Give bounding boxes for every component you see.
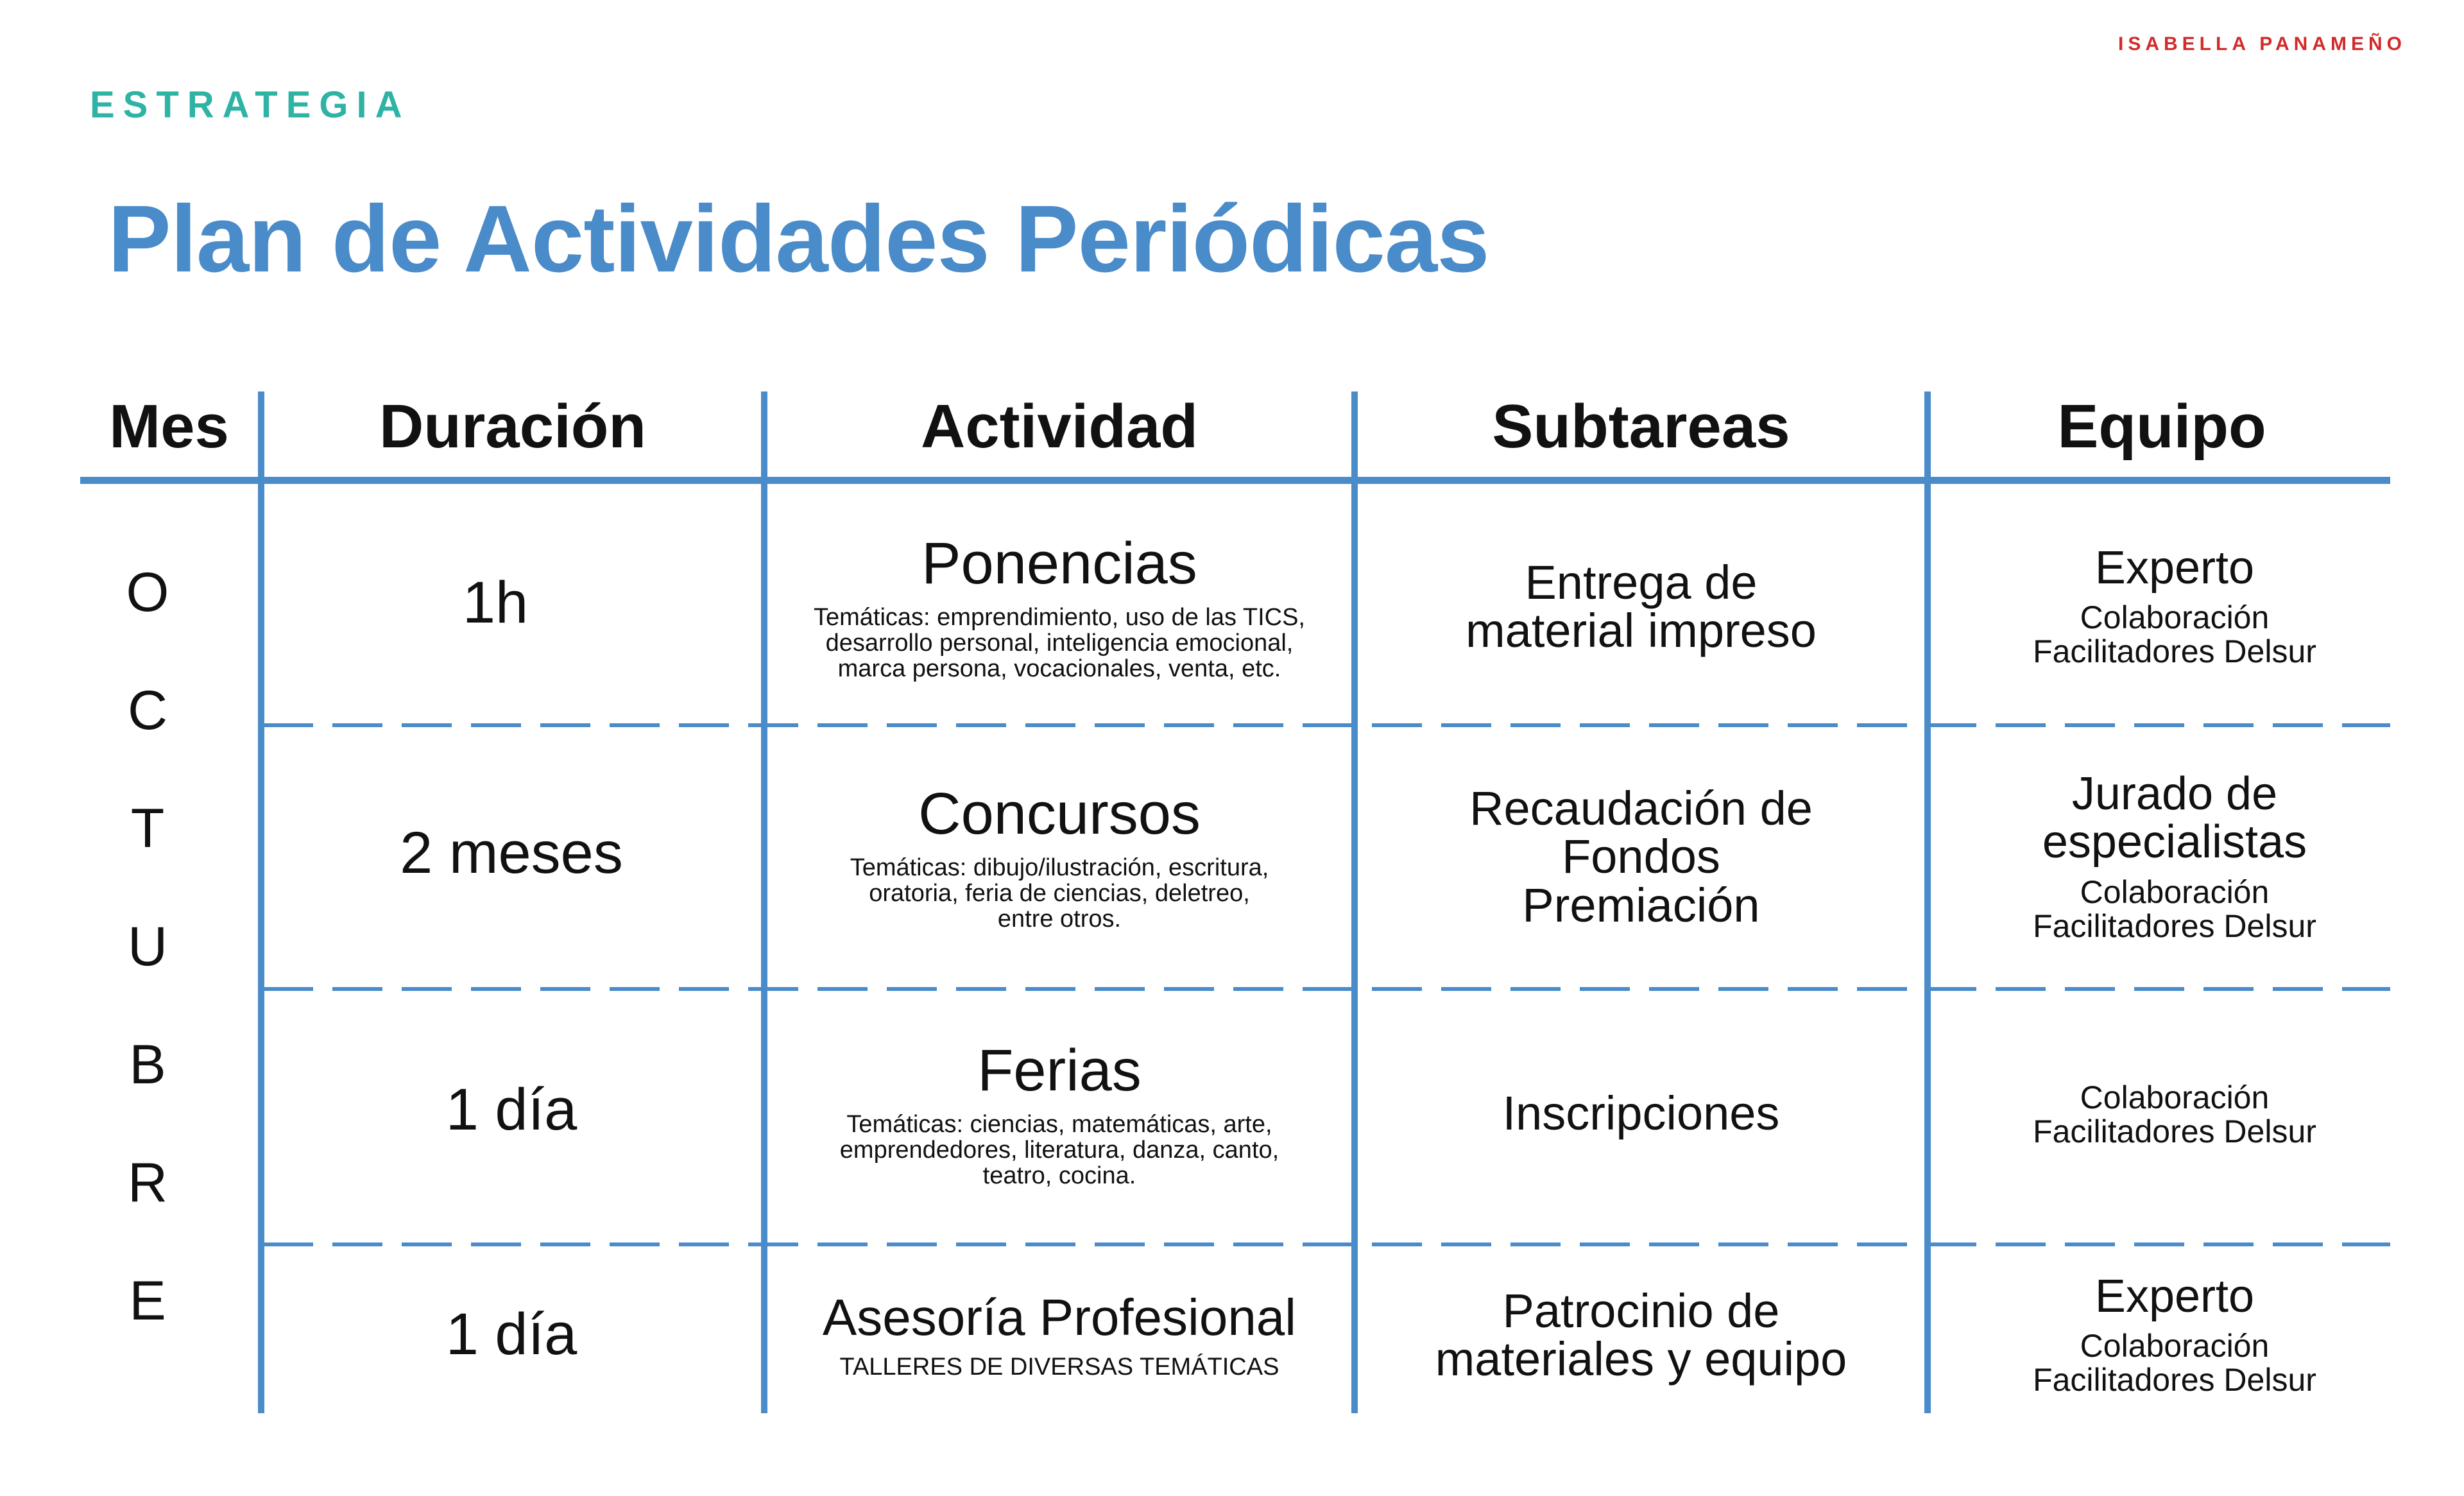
subtasks-cell: Recaudación de Fondos Premiación	[1469, 781, 1813, 932]
activity-description: TALLERES DE DIVERSAS TEMÁTICAS	[839, 1354, 1279, 1381]
header-duracion: Duración	[379, 392, 647, 461]
column-divider	[1351, 391, 1358, 1413]
team-collaboration: Colaboración Facilitadores Delsur	[2033, 599, 2316, 670]
header-divider	[80, 477, 2390, 484]
team-role: Experto	[2094, 1270, 2255, 1322]
month-letter: C	[127, 680, 168, 741]
activity-description: Temáticas: emprendimiento, uso de las TICS, desarrollo personal, inteligencia emocional, marca persona, vocacionales, venta, etc.	[814, 603, 1305, 682]
activity-description: Temáticas: ciencias, matemáticas, arte, emprendedores, literatura, danza, canto, teatro, cocina.	[839, 1110, 1279, 1189]
row-divider	[263, 987, 2390, 991]
column-divider	[1924, 391, 1931, 1413]
column-divider	[258, 391, 264, 1413]
team-role: Jurado de especialistas	[2042, 768, 2307, 868]
team-collaboration: Colaboración Facilitadores Delsur	[2033, 873, 2316, 944]
activity-cell	[767, 507, 1351, 706]
team-role: Experto	[2094, 542, 2255, 594]
month-letter: B	[129, 1034, 166, 1096]
duration-cell: 2 meses	[400, 820, 623, 886]
activity-name: Concursos	[918, 780, 1201, 847]
activity-cell	[767, 1258, 1351, 1412]
month-letter: R	[127, 1152, 168, 1214]
month-octubre	[83, 562, 212, 1332]
row-divider	[263, 1242, 2390, 1246]
month-letter: T	[130, 798, 165, 859]
team-cell	[1931, 507, 2418, 706]
activity-name: Ponencias	[921, 530, 1197, 596]
team-collaboration: Colaboración Facilitadores Delsur	[2033, 1079, 2316, 1149]
header-equipo: Equipo	[2057, 392, 2266, 461]
subtasks-cell: Inscripciones	[1502, 1087, 1780, 1140]
duration-cell: 1h	[462, 570, 529, 636]
month-letter: E	[129, 1270, 166, 1332]
section-label: ESTRATEGIA	[90, 84, 411, 126]
header-actividad: Actividad	[920, 392, 1199, 461]
activity-cell	[767, 1020, 1351, 1207]
subtasks-cell: Entrega de material impreso	[1466, 555, 1817, 657]
team-collaboration: Colaboración Facilitadores Delsur	[2033, 1328, 2316, 1398]
header-subtareas: Subtareas	[1492, 392, 1790, 461]
month-letter: O	[126, 562, 169, 623]
column-divider	[761, 391, 767, 1413]
team-cell	[1931, 1258, 2418, 1412]
author-name: ISABELLA PANAMEÑO	[2118, 33, 2406, 55]
team-cell	[1931, 744, 2418, 969]
month-letter: U	[127, 916, 168, 977]
activity-name: Ferias	[977, 1037, 1142, 1103]
team-cell	[1931, 1040, 2418, 1181]
activity-name: Asesoría Profesional	[822, 1289, 1297, 1346]
activity-description: Temáticas: dibujo/ilustración, escritura, oratoria, feria de ciencias, deletreo, entre otros.	[850, 854, 1269, 933]
subtasks-cell: Patrocinio de materiales y equipo	[1435, 1284, 1847, 1386]
header-mes: Mes	[109, 392, 229, 461]
activity-cell	[767, 757, 1351, 956]
row-divider	[263, 723, 2390, 727]
duration-cell: 1 día	[445, 1302, 578, 1368]
page-title: Plan de Actividades Periódicas	[108, 186, 1489, 292]
duration-cell: 1 día	[445, 1077, 578, 1143]
